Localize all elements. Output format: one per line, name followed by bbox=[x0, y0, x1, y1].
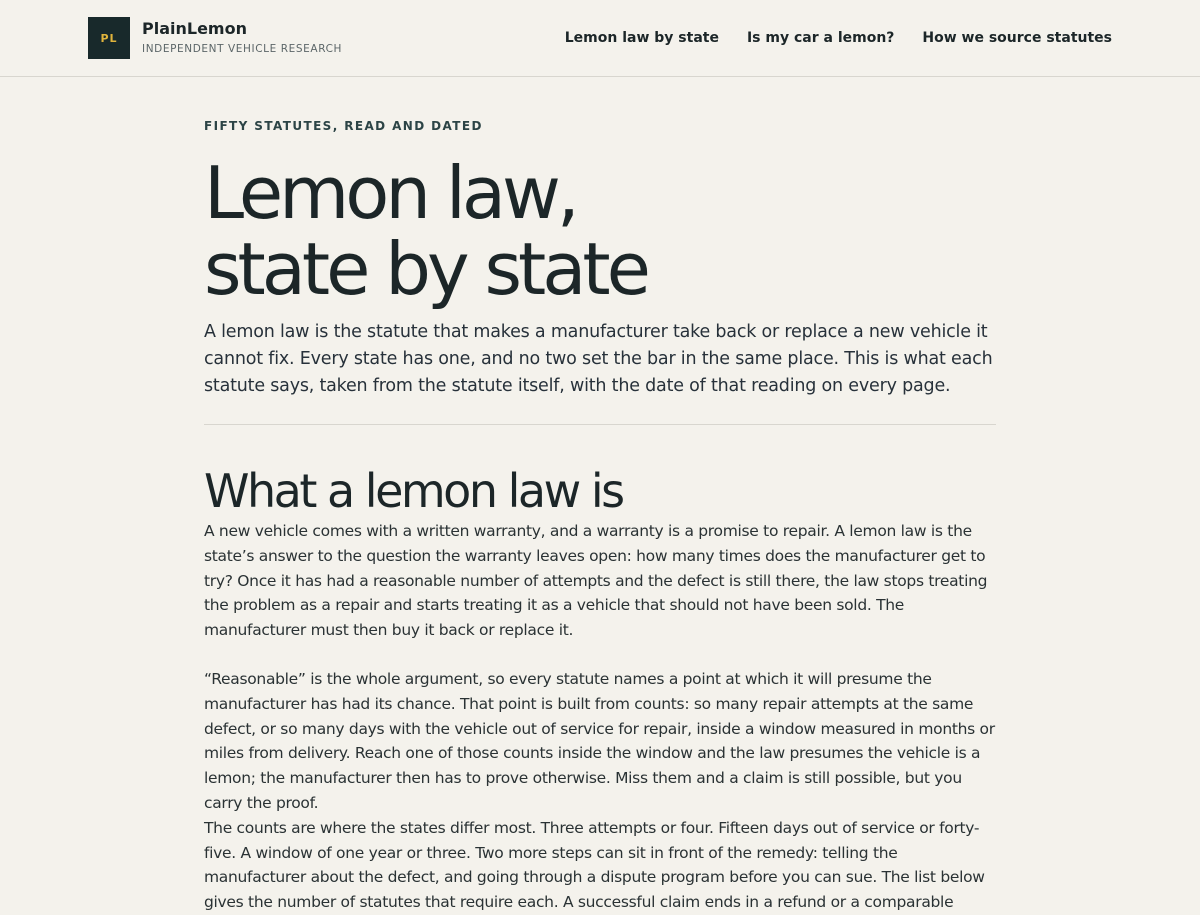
brand[interactable] bbox=[88, 17, 342, 59]
brand-text bbox=[142, 19, 342, 55]
body-paragraph-2: “Reasonable” is the whole argument, so every statute names a point at which it will presume the manufacturer has had its chance. That point is built from counts: so many repair attempts at the same defect, or so many days with the vehicle out of service for repair, inside a window measured in months or miles from delivery. Reach one of those counts inside the window and the law presumes the vehicle is a lemon; the manufacturer then has to prove otherwise. Miss them and a claim is still possible, but you carry the proof. bbox=[204, 669, 995, 812]
site-header bbox=[0, 0, 1200, 77]
eyebrow: FIFTY STATUTES, READ AND DATED bbox=[204, 119, 483, 133]
page-title-line-1: Lemon law, bbox=[204, 151, 576, 235]
page-title bbox=[204, 151, 996, 311]
brand-name[interactable]: PlainLemon bbox=[142, 19, 247, 38]
logo[interactable]: PL bbox=[88, 17, 130, 59]
nav-link-how-we-source-statutes[interactable]: How we source statutes bbox=[922, 30, 1112, 46]
main-nav bbox=[565, 29, 1112, 47]
main-content bbox=[204, 118, 996, 915]
page-title-line-2: state by state bbox=[204, 227, 647, 311]
nav-link-lemon-law-by-state[interactable]: Lemon law by state bbox=[564, 30, 719, 46]
body-paragraph-3: The counts are where the states differ most. Three attempts or four. Fifteen days out of service or forty-five. A window of one year or three. Two more steps can sit in front of the remedy: telling the manufacturer about the defect, and going through a dispute program before you can sue. The list below gives the number of statutes that require each. A successful claim ends in a refund or a comparable bbox=[204, 818, 985, 912]
lede: A lemon law is the statute that makes a manufacturer take back or replace a new vehicle it cannot fix. Every state has one, and no two set the bar in the same place. This is what each statute says, taken from the statute itself, with the date of that reading on every page. bbox=[204, 322, 993, 396]
brand-tagline: INDEPENDENT VEHICLE RESEARCH bbox=[142, 43, 342, 55]
nav-link-is-my-car-a-lemon[interactable]: Is my car a lemon? bbox=[746, 30, 895, 46]
section-title: What a lemon law is bbox=[204, 464, 623, 518]
body-paragraph-1: A new vehicle comes with a written warranty, and a warranty is a promise to repair. A lemon law is the state’s answer to the question the warranty leaves open: how many times does the manufacturer get to try? Once it has had a reasonable number of attempts and the defect is still there, the law stops treating the problem as a repair and starts treating it as a vehicle that should not have been sold. The manufacturer must then buy it back or replace it. bbox=[204, 522, 988, 640]
divider bbox=[204, 424, 996, 425]
